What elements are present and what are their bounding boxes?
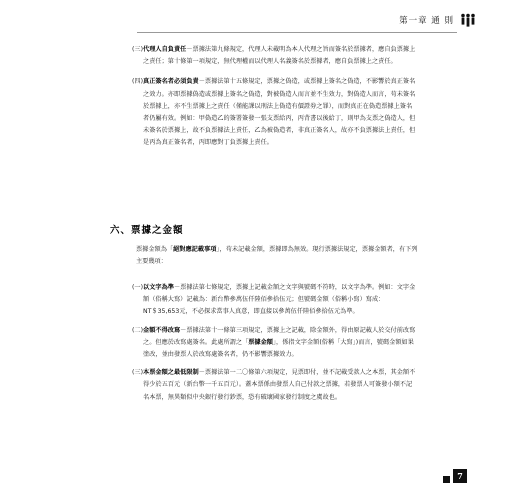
item-text: －票據法第七條規定，票據上記載金額之文字與號碼不符時，以文字為準。例如：文字金額（俗稱大寫）記載為：新台幣參萬伍仟陸佰參拾伍元；但號碼金額（俗稱小寫）寫成：NT＄35,653元，不必探求當事人真意，即直接以參萬伍仟陸佰參拾伍元為準。 — [143, 284, 416, 316]
item-heading: 以文字為準 — [143, 284, 174, 291]
people-icon — [460, 13, 476, 28]
intro-text: 票據金額為「 — [136, 246, 174, 253]
item-text: 」，係指文字金額(俗稱「大寫」)而言，號碼金額如果塗改，並由發票人於改寫處簽名者，仍不影響票據效力。 — [143, 338, 414, 359]
item-heading: 金額不得改寫 — [143, 326, 181, 334]
item-heading: 本票金額之最低限制 — [143, 369, 199, 377]
intro-text: 」，苟未記載金額，票據即為無效。現行票據法規定，票據金額者，有下列主要幾項： — [136, 246, 418, 266]
item-number: (一) — [132, 284, 144, 291]
item-number: (四) — [132, 78, 144, 86]
intro-paragraph — [136, 244, 418, 268]
list-item — [132, 367, 418, 404]
page-number: 7 — [453, 469, 467, 483]
item-emphasis: 票據金額 — [248, 338, 273, 346]
list-item — [132, 325, 418, 362]
item-text: －票據法第一二〇條第六項規定，見票即付，並不記載受款人之本票，其金額不得少於五百元（新台幣一千五百元）。蓋本票係由發票人自己付款之票據，若發票人可簽發小額不記名本票，無異類似中央銀行發行鈔票，恐有破壞國家發行制度之虞故也。 — [143, 369, 416, 401]
item-number: (三) — [132, 369, 144, 377]
list-item — [132, 76, 418, 149]
item-number: (二) — [132, 326, 144, 334]
item-heading: 代理人自負責任 — [143, 46, 187, 53]
intro-emphasis: 絕對應記載事項 — [173, 246, 217, 253]
item-number: (三) — [132, 46, 144, 53]
item-text: －票據法第十五條規定，票據之偽造，或票據上簽名之偽造，不影響於真正簽名之效力。亦即票據偽造或票據上簽名之偽造，對被偽造人而言並不生效力，對偽造人而言，苟未簽名於票據上，亦不生票據上之責任（僅能課以刑法上偽造有價證券之罪），而對真正在偽造票據上簽名者仍屬有效。例如：甲偽造乙的簽署簽發一張支票給丙，丙背書以後給丁，則甲為支票之偽造人，但未簽名於票據上，故不負票據法上責任，乙為被偽造者，非真正簽名人，故亦不負票據法上責任，但是丙為真正簽名者，丙即應對丁負票據上責任。 — [143, 78, 416, 147]
list-item — [132, 44, 418, 68]
running-header — [399, 12, 476, 28]
item-text: －票據法第十一條第三項規定，票據上之記載，除金額外，得由原記載人於交付前改寫之。但應於改寫處簽名。此處所謂之「 — [143, 326, 416, 346]
list-item — [132, 282, 418, 319]
top-items — [132, 44, 418, 150]
chapter-title: 第一章 通 則 — [399, 16, 454, 26]
page-number-block — [443, 469, 467, 483]
header-divider — [137, 32, 457, 33]
item-heading: 真正簽名者必須負責 — [143, 78, 199, 86]
section-title: 六、票據之金額 — [110, 225, 184, 236]
item-text: －票據法第九條規定，代理人未載明為本人代理之旨而簽名於票據者，應自負票據上之責任；第十條第一項規定，無代理權而以代理人名義簽名於票據者，應自負票據上之責任。 — [143, 46, 416, 66]
bottom-items — [132, 282, 418, 404]
decor-square — [443, 476, 450, 483]
